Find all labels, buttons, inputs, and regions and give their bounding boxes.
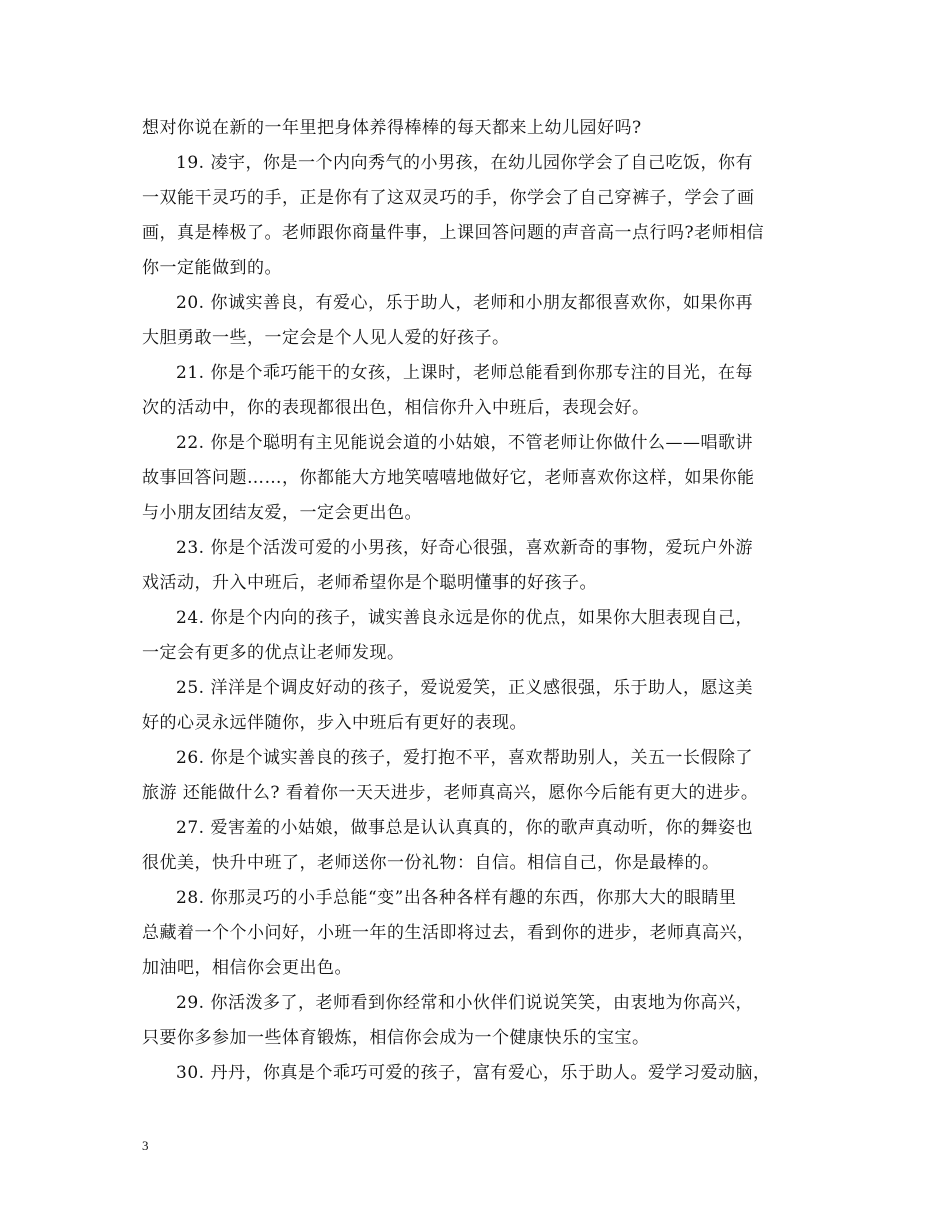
text-line: 画，真是棒极了。老师跟你商量件事，上课回答问题的声音高一点行吗?老师相信	[142, 223, 765, 243]
text-line: 一定会有更多的优点让老师发现。	[142, 643, 405, 663]
paragraph-20-line-1: 20. 你诚实善良，有爱心，乐于助人，老师和小朋友都很喜欢你，如果你再	[176, 293, 753, 313]
text-line: 很优美，快升中班了，老师送你一份礼物：自信。相信自己，你是最棒的。	[142, 853, 720, 873]
text-line: 大胆勇敢一些，一定会是个人见人爱的好孩子。	[142, 328, 510, 348]
text-line: 加油吧，相信你会更出色。	[142, 958, 352, 978]
paragraph-30-line-1: 30. 丹丹，你真是个乖巧可爱的孩子，富有爱心，乐于助人。爱学习爱动脑，	[176, 1063, 771, 1083]
text-line: 好的心灵永远伴随你，步入中班后有更好的表现。	[142, 713, 527, 733]
text-line: 只要你多参加一些体育锻炼，相信你会成为一个健康快乐的宝宝。	[142, 1028, 650, 1048]
text-line: 旅游 还能做什么? 看着你一天天进步，老师真高兴，愿你今后能有更大的进步。	[142, 783, 759, 803]
text-line: 一双能干灵巧的手，正是你有了这双灵巧的手，你学会了自己穿裤子，学会了画	[142, 188, 755, 208]
text-line: 戏活动，升入中班后，老师希望你是个聪明懂事的好孩子。	[142, 573, 597, 593]
paragraph-19-line-1: 19. 凌宇，你是一个内向秀气的小男孩，在幼儿园你学会了自己吃饭，你有	[176, 153, 753, 173]
paragraph-26-line-1: 26. 你是个诚实善良的孩子，爱打抱不平，喜欢帮助别人，关五一长假除了	[176, 748, 753, 768]
text-line: 想对你说在新的一年里把身体养得棒棒的每天都来上幼儿园好吗?	[142, 118, 642, 138]
paragraph-24-line-1: 24. 你是个内向的孩子，诚实善良永远是你的优点，如果你大胆表现自己，	[176, 608, 753, 628]
document-body	[142, 111, 812, 1091]
paragraph-25-line-1: 25. 洋洋是个调皮好动的孩子，爱说爱笑，正义感很强，乐于助人，愿这美	[176, 678, 753, 698]
paragraph-27-line-1: 27. 爱害羞的小姑娘，做事总是认认真真的，你的歌声真动听，你的舞姿也	[176, 818, 753, 838]
text-line: 你一定能做到的。	[142, 258, 282, 278]
text-line: 次的活动中，你的表现都很出色，相信你升入中班后，表现会好。	[142, 398, 650, 418]
page-number: 3	[142, 1138, 149, 1153]
paragraph-23-line-1: 23. 你是个活泼可爱的小男孩，好奇心很强，喜欢新奇的事物，爱玩户外游	[176, 538, 753, 558]
paragraph-22-line-1: 22. 你是个聪明有主见能说会道的小姑娘，不管老师让你做什么——唱歌讲	[176, 433, 753, 453]
paragraph-21-line-1: 21. 你是个乖巧能干的女孩，上课时，老师总能看到你那专注的目光，在每	[176, 363, 753, 383]
text-line: 总藏着一个个小问好，小班一年的生活即将过去，看到你的进步，老师真高兴，	[142, 923, 755, 943]
text-line: 故事回答问题……，你都能大方地笑嘻嘻地做好它，老师喜欢你这样，如果你能	[142, 468, 755, 488]
paragraph-29-line-1: 29. 你活泼多了，老师看到你经常和小伙伴们说说笑笑，由衷地为你高兴，	[176, 993, 753, 1013]
paragraph-28-line-1: 28. 你那灵巧的小手总能“变”出各种各样有趣的东西，你那大大的眼睛里	[176, 888, 737, 908]
text-line: 与小朋友团结友爱，一定会更出色。	[142, 503, 422, 523]
